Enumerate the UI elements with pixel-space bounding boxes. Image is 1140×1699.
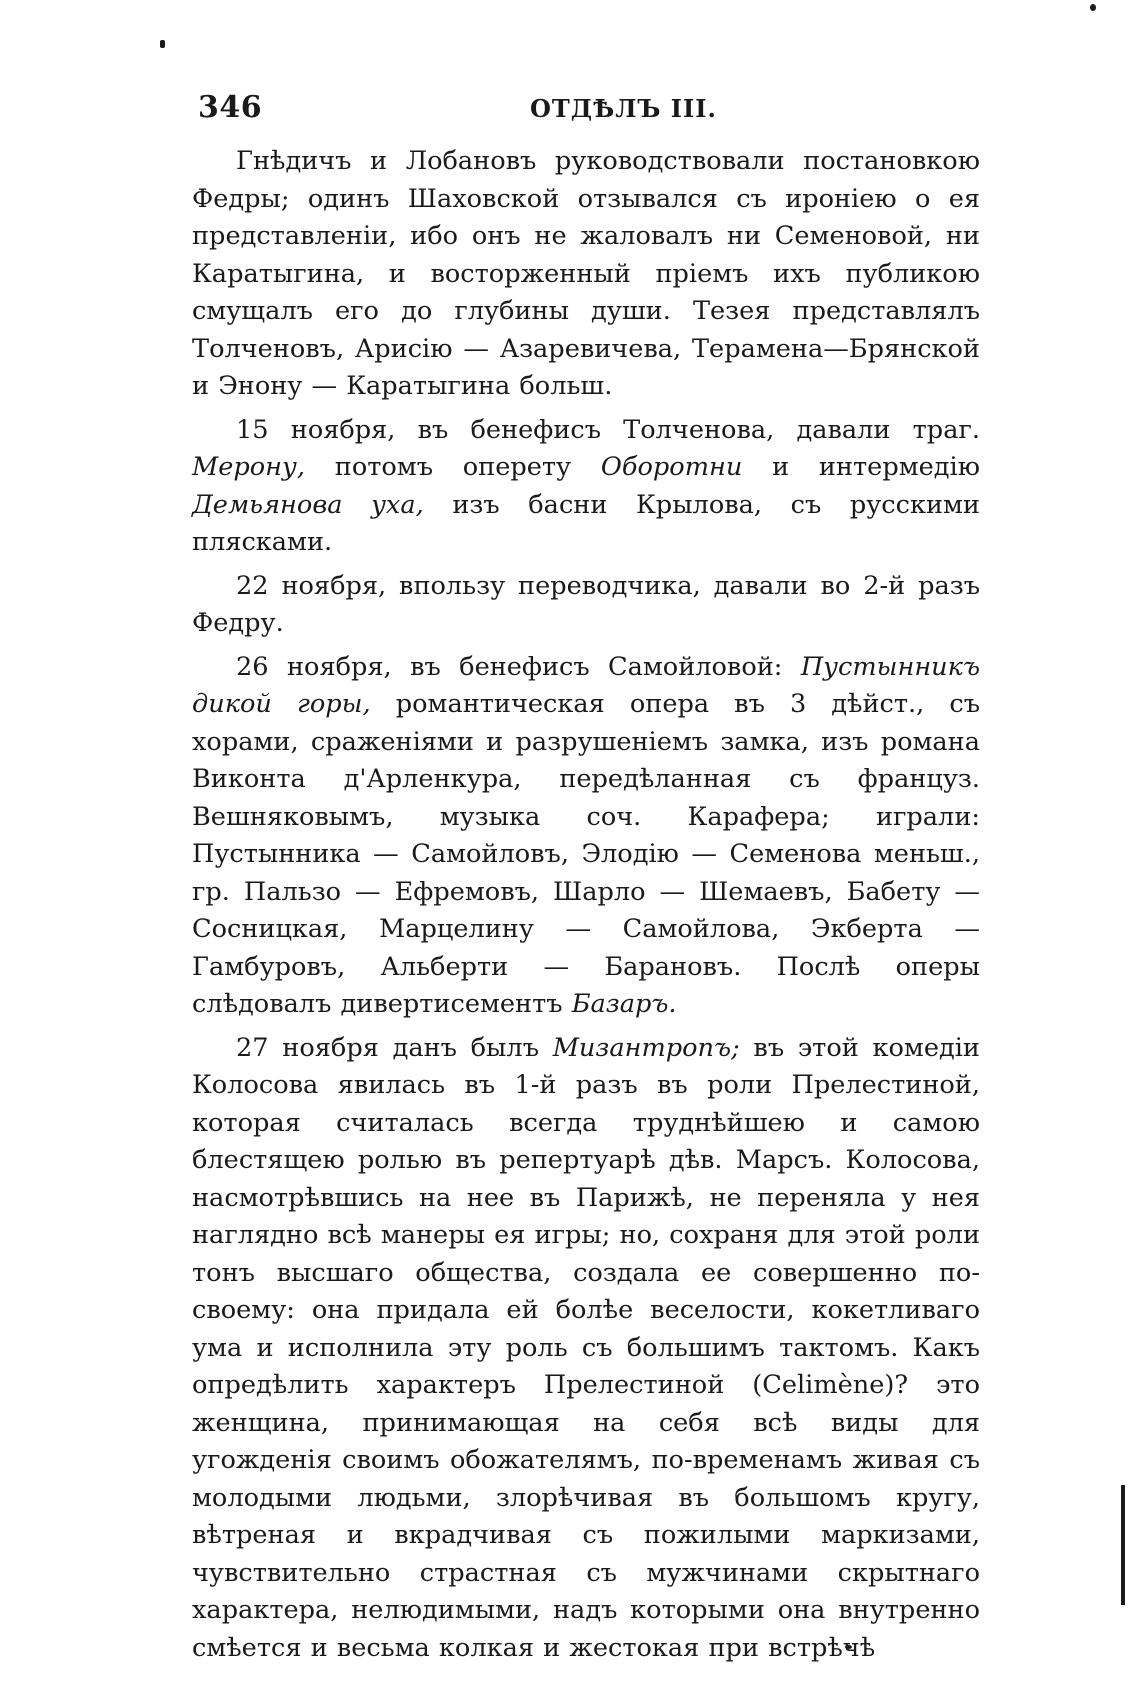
- title-italic: Пустынникъ дикой горы,: [192, 651, 980, 719]
- text-run: въ этой комедіи Колосова явилась въ 1-й разъ въ роли Прелестиной, которая считалась всегда труднѣйшею и самою блестящею ролью въ репертуарѣ дѣв. Марсъ. Колосова, насмотрѣвшись на нее въ Парижѣ, не переняла у нея наглядно всѣ манеры ея игры; но, сохраня для этой роли тонъ высшаго общества, создала ее совершенно по-своему: она придала ей болѣе веселости, кокетливаго ума и исполнила эту роль съ большимъ тактомъ. Какъ опредѣлить характеръ Прелестиной (Celimène)? это женщина, принимающая на себя всѣ виды для угожденія своимъ обожателямъ, по-временамъ живая съ молодыми людьми, злорѣчивая въ большомъ кругу, вѣтреная и вкрадчивая съ пожилыми маркизами, чувствительно страстная съ мужчинами скрытнаго характера, нелюдимыми, надъ которыми она внутренно смѣется и весьма колкая и жестокая при встрѣчѣ: [192, 1032, 980, 1663]
- paragraph-5: [192, 1030, 980, 1668]
- text-run: изъ басни Крылова, съ русскими плясками.: [192, 489, 980, 557]
- title-italic: Демьянова уха,: [192, 489, 424, 520]
- print-speck: [160, 40, 165, 48]
- title-italic: Мизантропъ;: [552, 1032, 740, 1063]
- paragraph-1: Гнѣдичъ и Лобановъ руководствовали постановкою Федры; одинъ Шаховской отзывался съ ироніею о ея представленіи, ибо онъ не жаловалъ ни Семеновой, ни Каратыгина, и восторженный пріемъ ихъ публикою смущалъ его до глубины души. Тезея представлялъ Толченовъ, Арисію — Азаревичева, Терамена—Брянской и Энону — Каратыгина больш.: [192, 146, 980, 401]
- page-number: 346: [198, 90, 263, 125]
- text-run: романтическая опера въ 3 дѣйст., съ хорами, сраженіями и разрушеніемъ замка, изъ романа Виконта д'Арленкура, передѣланная съ француз. Вешняковымъ, музыка соч. Карафера; играли: Пустынника — Самойловъ, Элодію — Семенова меньш., гр. Пальзо — Ефремовъ, Шарло — Шемаевъ, Бабету — Сосницкая, Марцелину — Самойлова, Экберта — Гамбуровъ, Альберти — Барановъ. Послѣ оперы слѣдовалъ дивертисементъ: [192, 689, 980, 1019]
- scan-edge-mark: [1121, 1485, 1125, 1605]
- paragraph-4: [192, 649, 980, 1024]
- text-run: и интермедію: [742, 452, 980, 482]
- paragraph-3: 22 ноября, впользу переводчика, давали во 2-й разъ Федру.: [192, 570, 980, 638]
- text-run: 26 ноября, въ бенефисъ Самойловой:: [236, 651, 801, 682]
- title-italic: Мерону,: [192, 452, 305, 482]
- title-italic: Оборотни: [600, 452, 743, 482]
- page-body: [192, 143, 980, 1667]
- print-speck: [1090, 4, 1096, 11]
- text-run: 27 ноября данъ былъ: [236, 1032, 553, 1063]
- running-head: ОТДѢЛЪ III.: [530, 94, 717, 123]
- text-run: 15 ноября, въ бенефисъ Толченова, давали траг.: [236, 414, 980, 445]
- text-run: потомъ оперету: [305, 452, 601, 482]
- title-italic: Базаръ.: [571, 989, 677, 1019]
- paragraph-2: [192, 412, 980, 562]
